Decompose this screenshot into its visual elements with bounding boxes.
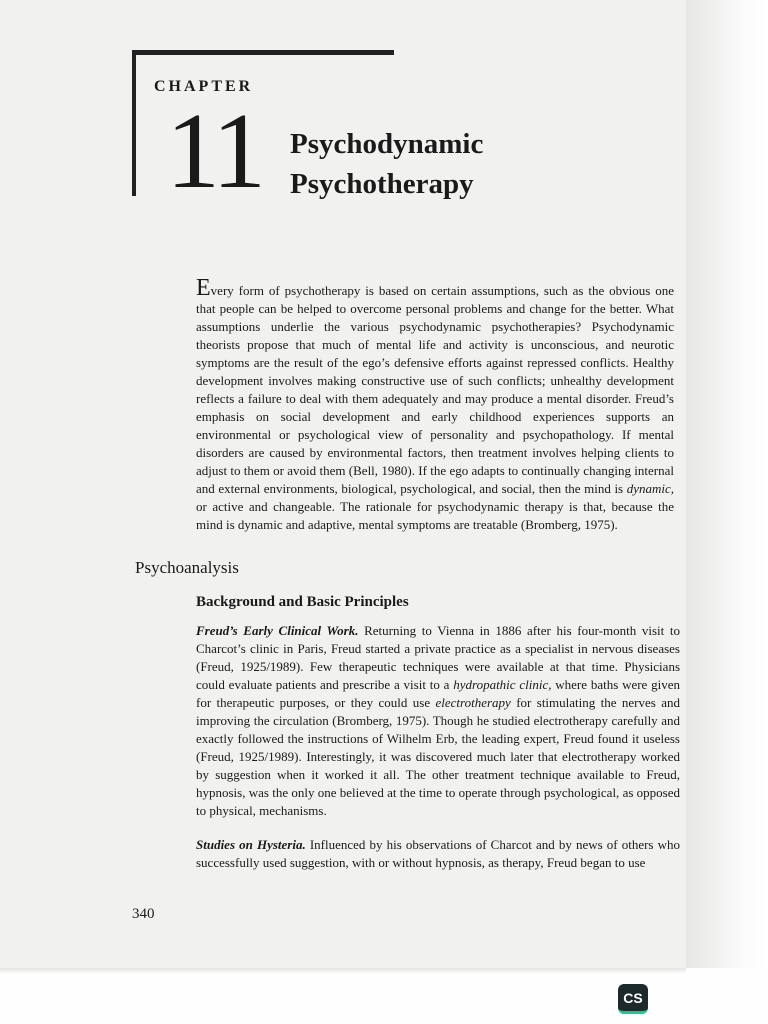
chapter-title-line-1: Psychodynamic [290,128,484,160]
intro-emphasis: dynamic, [626,481,674,496]
paragraph-text: Returning to Vienna in 1886 after his four-month visit to Charcot’s clinic in Paris, Freud started a private practice as a specialist in nervous diseases (Freud, 1925/1989). Few therapeutic techniques were available at that time. Physicians could evaluate patients and prescribe a visit to a [196,623,680,692]
page-bottom-shadow [0,968,686,974]
chapter-label: CHAPTER [154,78,254,95]
run-in-heading: Freud’s Early Clinical Work. [196,623,359,638]
page-number: 340 [132,906,155,922]
emphasis-electrotherapy: electrotherapy [435,695,511,710]
page-edge-shadow [686,0,768,968]
intro-paragraph [196,275,674,534]
intro-dropcap: E [196,275,211,301]
chapter-frame-top-rule [132,50,394,55]
paragraph-text: for stimulating the nerves and improving the circulation (Bromberg, 1975). Though he studied electrotherapy carefully and exactly followed the instructions of Wilhelm Erb, the leading expert, Freud found it useless (Freud, 1925/1989). Interestingly, it was discovered much later that electrotherapy worked by suggestion when it worked it all. The other treatment technique available to Freud, hypnosis, was the only one believed at the time to operate through psychological, as opposed to physical, mechanisms. [196,695,680,818]
paragraph-text: Influenced by his observations of Charcot and by news of others who successfully used suggestion, with or without hypnosis, as therapy, Freud began to use [196,837,680,870]
paragraph-studies-on-hysteria [196,836,680,872]
subsection-heading: Background and Basic Principles [196,594,409,610]
run-in-heading: Studies on Hysteria. [196,837,306,852]
chapter-frame-left-rule [132,50,136,196]
emphasis-hydropathic: hydropathic clinic, [453,677,552,692]
chapter-number: 11 [166,92,262,211]
chapter-title-line-2: Psychotherapy [290,168,474,200]
section-heading: Psychoanalysis [135,558,239,577]
paragraph-text: where baths were given for therapeutic purposes, or they could use [196,677,680,710]
camscanner-logo-icon: CS [618,984,648,1014]
intro-text-end: or active and changeable. The rationale for psychodynamic therapy is that, because the mind is dynamic and adaptive, mental symptoms are treatable (Bromberg, 1975). [196,499,674,532]
intro-text: very form of psychotherapy is based on certain assumptions, such as the obvious one that people can be helped to overcome personal problems and change for the better. What assumptions underlie the various psychodynamic psychotherapies? Psychodynamic theorists propose that much of mental life and activity is unconscious, and neurotic symptoms are the result of the ego’s defensive efforts against repressed conflicts. Healthy development involves making constructive use of such conflicts; unhealthy development reflects a failure to deal with them adequately and may produce a mental disorder. Freud’s emphasis on social development and early childhood experiences supports an environmental or psychological view of personality and psychopathology. If mental disorders are caused by environmental factors, then treatment involves helping clients to adjust to them or avoid them (Bell, 1980). If the ego adapts to continually changing internal and external environments, biological, psychological, and social, then the mind is [196,283,674,496]
chapter-title [290,124,483,204]
paragraph-freud-early-clinical-work [196,622,680,820]
